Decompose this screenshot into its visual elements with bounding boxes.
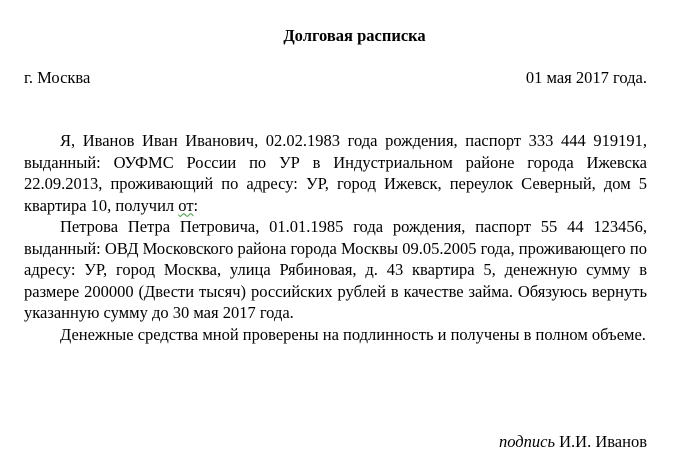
- signature-label: подпись: [499, 432, 555, 451]
- date-text: 01 мая 2017 года.: [525, 68, 647, 87]
- signature-name: И.И. Иванов: [554, 432, 647, 451]
- paragraph-borrower-text: Я, Иванов Иван Иванович, 02.02.1983 года рождения, паспорт 333 444 919191, выданный: ОУФМС России по УР в Индустриальном районе города Ижевска 22.09.2013, проживающий по адресу: УР, город Ижевск, переулок Северный, дом 5 квартира 10, получил: [24, 131, 647, 215]
- paragraph-borrower-end: :: [193, 195, 199, 215]
- paragraph-confirmation: Денежные средства мной проверены на подлинность и получены в полном объеме.: [60, 324, 646, 344]
- document-body: [24, 130, 647, 345]
- document-title: Долговая расписка: [283, 26, 426, 45]
- signature-line: [499, 432, 647, 452]
- place-text: г. Москва: [24, 68, 91, 87]
- place-date-line: [24, 68, 647, 88]
- paragraph-borrower: [24, 130, 647, 216]
- paragraph-lender: Петрова Петра Петровича, 01.01.1985 года рождения, паспорт 55 44 123456, выданный: ОВД Московского района города Москвы 09.05.2005 года, проживающего по адресу: УР, город Москва, улица Рябиновая, д. 43 квартира 5, денежную сумму в размере 200000 (Двести тысяч) российских рублей в качестве займа. Обязуюсь вернуть указанную сумму до 30 мая 2017 года.: [24, 217, 647, 322]
- grammar-flagged-word[interactable]: от: [178, 195, 194, 215]
